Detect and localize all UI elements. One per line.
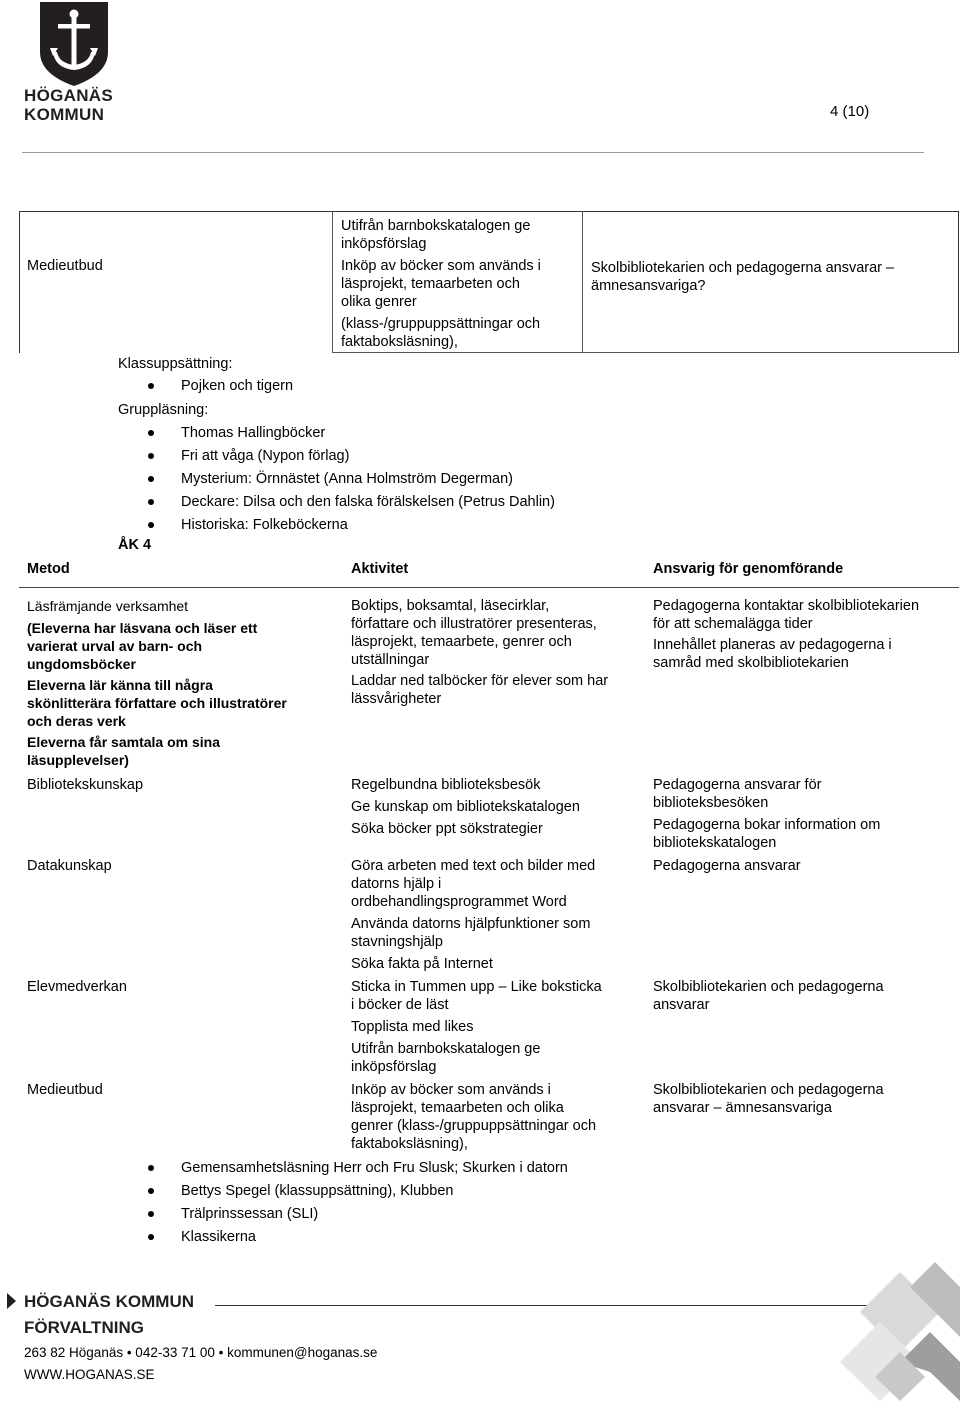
activity-line: olika genrer [341, 294, 417, 310]
method-line: och deras verk [27, 713, 126, 729]
footer-website-link[interactable]: WWW.HOGANAS.SE [24, 1367, 155, 1382]
ak4-row-1-activity [351, 597, 646, 708]
top-table-row-label: Medieutbud [27, 258, 103, 274]
ak4-row-1-method [27, 597, 337, 769]
activity-line: läsprojekt, temaarbeten och olika [351, 1100, 564, 1116]
activity-line: författare och illustratörer presenteras, [351, 616, 597, 632]
ak4-row-2-responsible [653, 776, 953, 852]
list-item: Deckare: Dilsa och den falska förälskelsen (Petrus Dahlin) [181, 491, 555, 514]
method-line: Eleverna lär känna till några [27, 677, 213, 693]
method-line: skönlitterära författare och illustratörer [27, 695, 287, 711]
activity-line: genrer (klass-/gruppuppsättningar och [351, 1118, 597, 1134]
top-table-col-divider-2 [582, 211, 583, 352]
activity-line: inköpsförslag [351, 1059, 437, 1075]
responsible-line: samråd med skolbibliotekarien [653, 655, 849, 671]
footer-department: FÖRVALTNING [24, 1318, 144, 1337]
list-item: Thomas Hallingböcker [181, 422, 555, 445]
method-line: ungdomsböcker [27, 656, 136, 672]
ak4-row-3-method [27, 857, 112, 875]
class-set-list [181, 375, 293, 398]
footer-arrow-icon [7, 1293, 16, 1309]
activity-line: Göra arbeten med text och bilder med [351, 858, 596, 874]
list-item: Pojken och tigern [181, 375, 293, 398]
header-divider [22, 152, 924, 153]
method-title: Datakunskap [27, 858, 112, 874]
ak4-row-4-method [27, 978, 127, 996]
group-reading-list [181, 422, 555, 537]
logo-wordmark-line1: HÖGANÄS [24, 86, 113, 105]
ak4-row-5-responsible [653, 1081, 953, 1117]
logo-wordmark [24, 86, 113, 124]
ak4-row-5-activity [351, 1081, 646, 1153]
ak4-row-2-method [27, 776, 143, 794]
top-table-bottom-border [332, 352, 958, 353]
footer-org-name: HÖGANÄS KOMMUN [24, 1292, 194, 1311]
footer-rule [215, 1305, 915, 1306]
activity-line: faktaboksläsning), [341, 334, 458, 350]
class-set-label: Klassuppsättning: [118, 356, 233, 372]
ak4-row-2-activity [351, 776, 646, 838]
activity-line: Topplista med likes [351, 1019, 474, 1035]
ak4-row-3-activity [351, 857, 646, 973]
list-item: Historiska: Folkeböckerna [181, 514, 555, 537]
activity-line: utställningar [351, 652, 430, 668]
responsible-line: Pedagogerna ansvarar för [653, 777, 822, 793]
list-item: Gemensamhetsläsning Herr och Fru Slusk; Skurken i datorn [181, 1157, 568, 1180]
responsible-line: för att schemalägga tider [653, 616, 813, 632]
responsible-line: Pedagogerna ansvarar [653, 858, 801, 874]
list-item: Bettys Spegel (klassuppsättning), Klubben [181, 1180, 568, 1203]
method-title: Elevmedverkan [27, 979, 127, 995]
group-reading-label: Gruppläsning: [118, 402, 209, 418]
activity-line: läsprojekt, temaarbeten och [341, 276, 520, 292]
activity-line: stavningshjälp [351, 934, 443, 950]
activity-line: faktaboksläsning), [351, 1136, 468, 1152]
col-header-method: Metod [27, 561, 70, 577]
logo-wordmark-line2: KOMMUN [24, 105, 105, 124]
activity-line: Ge kunskap om bibliotekskatalogen [351, 799, 580, 815]
activity-line: ordbehandlingsprogrammet Word [351, 894, 567, 910]
list-item: Fri att våga (Nypon förlag) [181, 445, 555, 468]
activity-line: Boktips, boksamtal, läsecirklar, [351, 598, 550, 614]
col-header-activity: Aktivitet [351, 561, 409, 577]
activity-line: Använda datorns hjälpfunktioner som [351, 916, 591, 932]
responsible-line: ansvarar [653, 997, 710, 1013]
ak4-row-1-responsible [653, 597, 953, 672]
method-line: varierat urval av barn- och [27, 638, 203, 654]
ak4-row-5-method [27, 1081, 103, 1099]
responsible-line: ämnesansvariga? [591, 278, 706, 294]
activity-line: Regelbundna biblioteksbesök [351, 777, 541, 793]
method-line: Eleverna får samtala om sina [27, 734, 220, 750]
activity-line: läsprojekt, temaarbete, genrer och [351, 634, 572, 650]
responsible-line: biblioteksbesöken [653, 795, 769, 811]
ak4-row-3-responsible [653, 857, 953, 875]
page-number: 4 (10) [830, 103, 870, 120]
reading-suggestions-list [181, 1157, 568, 1249]
activity-line: Söka fakta på Internet [351, 956, 493, 972]
activity-line: Inköp av böcker som används i [341, 258, 541, 274]
list-item: Mysterium: Örnnästet (Anna Holmström Degerman) [181, 468, 555, 491]
method-title: Läsfrämjande verksamhet [27, 598, 189, 614]
responsible-line: ansvarar – ämnesansvariga [653, 1100, 832, 1116]
top-table-activity-cell [341, 217, 579, 351]
activity-line: inköpsförslag [341, 236, 427, 252]
activity-line: datorns hjälp i [351, 876, 442, 892]
grade-heading: ÅK 4 [118, 537, 152, 553]
footer-contact: 263 82 Höganäs • 042-33 71 00 • kommunen@hoganas.se [24, 1345, 378, 1360]
activity-line: Sticka in Tummen upp – Like boksticka [351, 979, 602, 995]
activity-line: Laddar ned talböcker för elever som har [351, 673, 609, 689]
activity-line: Utifrån barnbokskatalogen ge [351, 1041, 541, 1057]
activity-line: Utifrån barnbokskatalogen ge [341, 218, 531, 234]
top-table-responsible-cell [591, 259, 951, 295]
activity-line: (klass-/gruppuppsättningar och [341, 316, 541, 332]
ak4-row-4-activity [351, 978, 646, 1076]
method-line: (Eleverna har läsvana och läser ett [27, 620, 258, 636]
top-table-col-divider-1 [332, 211, 333, 352]
activity-line: i böcker de läst [351, 997, 449, 1013]
method-title: Bibliotekskunskap [27, 777, 144, 793]
method-line: läsupplevelser) [27, 752, 129, 768]
responsible-line: Pedagogerna kontaktar skolbibliotekarien [653, 598, 920, 614]
responsible-line: Skolbibliotekarien och pedagogerna ansvarar – [591, 260, 895, 276]
col-header-responsible: Ansvarig för genomförande [653, 561, 844, 577]
responsible-line: bibliotekskatalogen [653, 835, 777, 851]
list-item: Trälprinssessan (SLI) [181, 1203, 568, 1226]
ak4-row-4-responsible [653, 978, 953, 1014]
responsible-line: Innehållet planeras av pedagogerna i [653, 637, 892, 653]
responsible-line: Skolbibliotekarien och pedagogerna [653, 1082, 884, 1098]
list-item: Klassikerna [181, 1226, 568, 1249]
responsible-line: Pedagogerna bokar information om [653, 817, 881, 833]
responsible-line: Skolbibliotekarien och pedagogerna [653, 979, 884, 995]
decorative-diamond-pattern [840, 1262, 960, 1401]
method-title: Medieutbud [27, 1082, 103, 1098]
ak4-header-bottom-border [19, 587, 959, 588]
activity-line: Inköp av böcker som används i [351, 1082, 551, 1098]
activity-line: Söka böcker ppt sökstrategier [351, 821, 543, 837]
activity-line: lässvårigheter [351, 691, 442, 707]
